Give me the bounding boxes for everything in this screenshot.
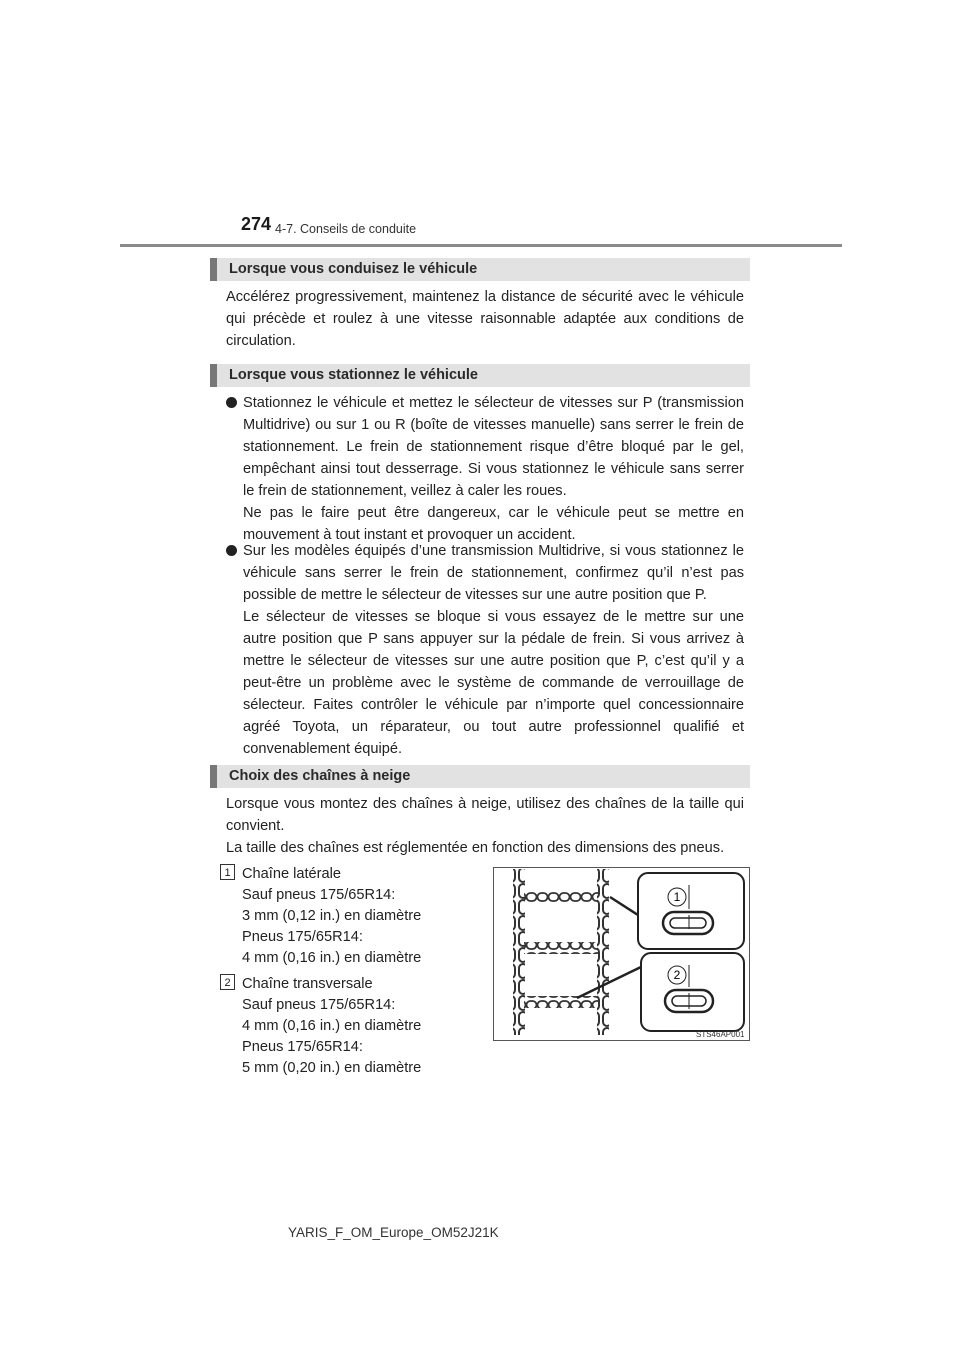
spec-line: Pneus 175/65R14: (242, 1039, 363, 1055)
bullet-text: Ne pas le faire peut être dangereux, car le véhicule peut se mettre en mouvement à tout instant et provoquer un accident. (243, 505, 744, 543)
driving-paragraph: Accélérez progressivement, maintenez la distance de sécurité avec le véhicule qui précède et roulez à une vitesse raisonnable adaptée aux conditions de circulation. (226, 289, 744, 349)
bullet-icon (226, 397, 237, 408)
spec-cross-chain (242, 974, 421, 1079)
snow-chains-paragraph-1: Lorsque vous montez des chaînes à neige, utilisez des chaînes de la taille qui convient. (226, 796, 744, 834)
page-number: 274 (241, 214, 272, 234)
spec-number-2: 2 (220, 974, 235, 990)
callout-1-label: 1 (673, 890, 681, 904)
spec-line: Sauf pneus 175/65R14: (242, 887, 396, 903)
parking-bullet-2 (226, 540, 744, 760)
spec-title: Chaîne transversale (242, 976, 373, 992)
figure-code: STS46AP001 (696, 1030, 745, 1039)
spec-line: Sauf pneus 175/65R14: (242, 997, 396, 1013)
bullet-icon (226, 545, 237, 556)
heading-snow-chains: Choix des chaînes à neige (210, 765, 750, 788)
spec-number-1: 1 (220, 864, 235, 880)
snow-chains-paragraph-2: La taille des chaînes est réglementée en fonction des dimensions des pneus. (226, 840, 725, 856)
parking-bullet-1 (226, 392, 744, 546)
snow-chain-illustration (493, 867, 750, 1041)
spec-line: 4 mm (0,16 in.) en diamètre (242, 950, 422, 966)
spec-side-chain (242, 864, 421, 969)
spec-line: 5 mm (0,20 in.) en diamètre (242, 1060, 422, 1076)
bullet-text: Sur les modèles équipés d’une transmission Multidrive, si vous stationnez le véhicule sans serrer le frein de stationnement, confirmez qu’il n’est pas possible de mettre le sélecteur de vitesses sur une autre position que P. (243, 543, 744, 603)
section-title: 4-7. Conseils de conduite (275, 222, 417, 236)
spec-line: Pneus 175/65R14: (242, 929, 363, 945)
snow-chain-figure (493, 867, 750, 1041)
bullet-text: Stationnez le véhicule et mettez le sélecteur de vitesses sur P (transmission Multidrive) ou sur 1 ou R (boîte de vitesses manuelle) sans serrer le frein de stationnement. Le frein de stationnement risque d’être bloqué par le gel, empêchant ainsi tout desserrage. Si vous stationnez le véhicule sans serrer le frein de stationnement, veillez à caler les roues. (243, 395, 744, 499)
header-divider (120, 244, 842, 247)
spec-line: 3 mm (0,12 in.) en diamètre (242, 908, 422, 924)
spec-line: 4 mm (0,16 in.) en diamètre (242, 1018, 422, 1034)
bullet-text: Le sélecteur de vitesses se bloque si vous essayez de le mettre sur une autre position que P sans appuyer sur la pédale de frein. Si vous arrivez à mettre le sélecteur de vitesses sur une autre position que P, c’est qu’il y a peut-être un problème avec le système de commande de verrouillage de sélecteur. Faites contrôler le véhicule par n’importe quel concessionnaire agréé Toyota, un réparateur, ou tout autre professionnel qualifié et convenablement équipé. (243, 609, 744, 757)
callout-2-label: 2 (673, 968, 681, 982)
footer-doc-id: YARIS_F_OM_Europe_OM52J21K (288, 1225, 499, 1240)
spec-title: Chaîne latérale (242, 866, 341, 882)
heading-driving: Lorsque vous conduisez le véhicule (210, 258, 750, 281)
heading-parking: Lorsque vous stationnez le véhicule (210, 364, 750, 387)
